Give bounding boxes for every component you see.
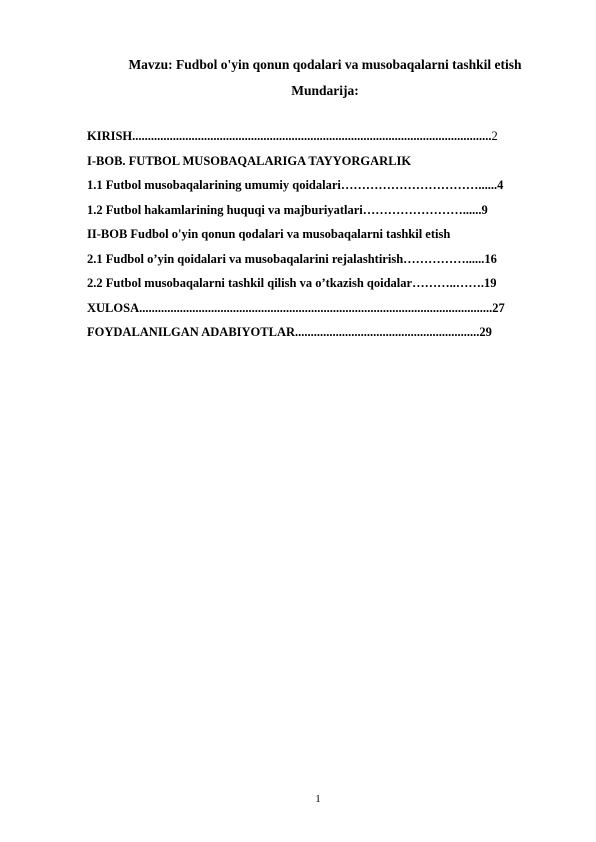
toc-entry-references: FOYDALANILGAN ADABIYOTLAR...........................................................29 xyxy=(87,325,492,339)
toc-entry-kirish: KIRISH...................................................................................................................2 xyxy=(87,129,498,143)
toc-page-number: 19 xyxy=(483,276,497,290)
toc-page-number: 4 xyxy=(497,178,504,192)
page-number: 1 xyxy=(315,793,321,805)
toc-entry-chapter-2: II-BOB Fudbol o'yin qonun qodalari va musobaqalarni tashkil etish xyxy=(87,227,451,241)
table-of-contents xyxy=(87,128,557,349)
toc-page-number: 2 xyxy=(491,129,498,143)
toc-entry-xulosa: XULOSA.................................................................................................................27 xyxy=(87,300,505,315)
document-title: Mavzu: Fudbol o'yin qonun qodalari va musobaqalarni tashkil etish xyxy=(128,57,522,72)
toc-page-number: 27 xyxy=(492,300,505,315)
toc-entry-1-1: 1.1 Futbol musobaqalarining umumiy qoidalari……………………………......4 xyxy=(87,178,504,192)
toc-page-number: 29 xyxy=(479,325,492,339)
contents-heading: Mundarija: xyxy=(291,83,359,98)
toc-page-number: 16 xyxy=(484,251,497,266)
toc-page-number: 9 xyxy=(481,202,488,217)
toc-entry-2-2: 2.2 Futbol musobaqalarni tashkil qilish va o’tkazish qoidalar………..…….19 xyxy=(87,276,497,290)
toc-entry-2-1: 2.1 Fudbol o’yin qoidalari va musobaqalarini rejalashtirish……………......16 xyxy=(87,251,497,266)
toc-entry-chapter-1: I-BOB. FUTBOL MUSOBAQALARIGA TAYYORGARLIK xyxy=(87,153,412,168)
toc-entry-1-2: 1.2 Futbol hakamlarining huquqi va majburiyatlari……………………......9 xyxy=(87,202,488,217)
